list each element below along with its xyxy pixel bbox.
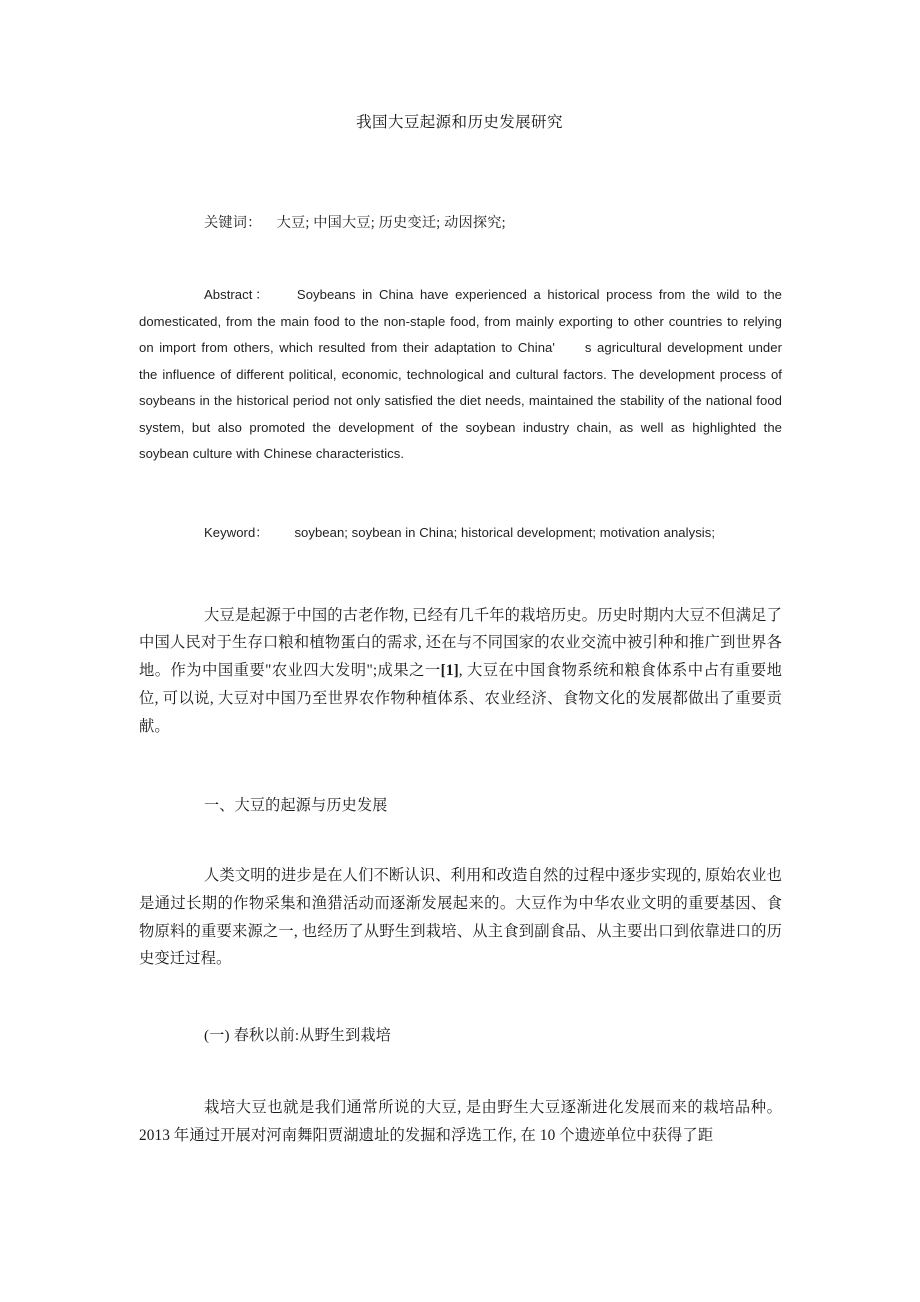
keywords-cn-spacer xyxy=(262,215,277,231)
keyword-en-line xyxy=(139,468,782,547)
citation-reference-1: [1] xyxy=(440,662,459,680)
subsection-heading-1: (一) 春秋以前:从野生到栽培 xyxy=(204,1028,392,1045)
page-title: 我国大豆起源和历史发展研究 xyxy=(356,114,563,131)
keywords-cn-label: 关键词： xyxy=(204,214,262,231)
body-paragraph-1-text-before-citation: 大豆是起源于中国的古老作物, 已经有几千年的栽培历史。历史时期内大豆不但满足了中国人民对于生存口粮和植物蛋白的需求, 还在与不同国家的农业交流中被引种和推广到世界各地。作为中国重要"农业四大发明";成果之一 xyxy=(139,606,782,680)
body-paragraph-2: 人类文明的进步是在人们不断认识、利用和改造自然的过程中逐步实现的, 原始农业也是通过长期的作物采集和渔猎活动而逐渐发展起来的。大豆作为中华农业文明的重要基因、食物原料的重要来源之一, 也经历了从野生到栽培、从主食到副食品、从主要出口到依靠进口的历史变迁过程。 xyxy=(139,866,782,968)
body-paragraph-1 xyxy=(139,547,782,741)
keywords-cn-value: 大豆; 中国大豆; 历史变迁; 动因探究; xyxy=(276,214,506,231)
keyword-en-label: Keyword： xyxy=(204,525,269,541)
abstract-text-part-2: s agricultural development under the influence of different political, economic, technological and cultural factors. The development process of soybeans in the historical period not only satisfied the diet needs, maintained the stability of the national food system, but also promoted the development of the soybean industry chain, as well as highlighted the soybean culture with Chinese characteristics. xyxy=(139,340,782,462)
keywords-cn-line xyxy=(139,134,782,234)
section-heading-1: 一、大豆的起源与历史发展 xyxy=(204,797,388,814)
abstract-paragraph xyxy=(139,234,782,468)
abstract-label: Abstract： xyxy=(204,286,271,302)
body-paragraph-3: 栽培大豆也就是我们通常所说的大豆, 是由野生大豆逐渐进化发展而来的栽培品种。2013 年通过开展对河南舞阳贾湖遗址的发掘和浮选工作, 在 10 个遗迹单位中获得了距 xyxy=(139,1099,782,1145)
abstract-text-part-1: Soybeans in China have experienced a historical process from the wild to the domesticated, from the main food to the non-staple food, from mainly exporting to other countries to relying on import from others, which resulted from their adaptation to China' xyxy=(139,286,782,356)
keyword-en-value: soybean; soybean in China; historical development; motivation analysis; xyxy=(294,525,716,541)
page-content-column xyxy=(139,0,782,1150)
body-paragraph-1-text-after-citation: , 大豆在中国食物系统和粮食体系中占有重要地位, 可以说, 大豆对中国乃至世界农作物种植体系、农业经济、食物文化的发展都做出了重要贡献。 xyxy=(139,662,782,735)
